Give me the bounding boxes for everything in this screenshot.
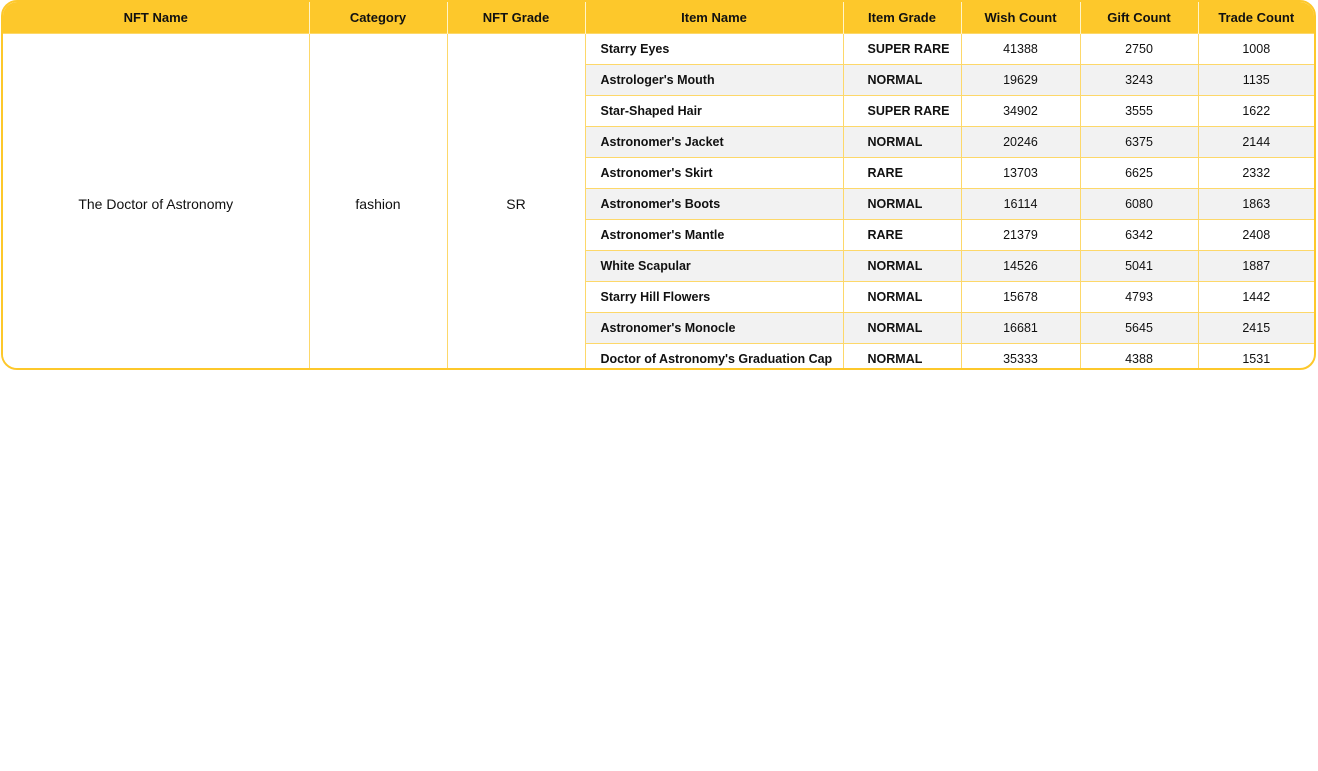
trade-count-cell: 2144 xyxy=(1198,127,1314,158)
trade-count-cell: 1531 xyxy=(1198,344,1314,371)
nft-grade-cell: SR xyxy=(447,34,585,371)
item-grade-cell: NORMAL xyxy=(843,65,961,96)
header-row xyxy=(3,2,1314,34)
item-grade-cell: NORMAL xyxy=(843,251,961,282)
trade-count-cell: 1008 xyxy=(1198,34,1314,65)
item-name-cell: Starry Eyes xyxy=(585,34,843,65)
item-name-cell: Astronomer's Skirt xyxy=(585,158,843,189)
trade-count-cell: 1442 xyxy=(1198,282,1314,313)
wish-count-cell: 19629 xyxy=(961,65,1080,96)
item-grade-cell: RARE xyxy=(843,220,961,251)
wish-count-cell: 16114 xyxy=(961,189,1080,220)
wish-count-cell: 21379 xyxy=(961,220,1080,251)
item-name-cell: Astronomer's Monocle xyxy=(585,313,843,344)
nft-name-cell: The Doctor of Astronomy xyxy=(3,34,309,371)
item-name-cell: Astronomer's Mantle xyxy=(585,220,843,251)
wish-count-cell: 35333 xyxy=(961,344,1080,371)
header-trade-count[interactable]: Trade Count xyxy=(1198,2,1314,34)
trade-count-cell: 1135 xyxy=(1198,65,1314,96)
item-name-cell: White Scapular xyxy=(585,251,843,282)
gift-count-cell: 2750 xyxy=(1080,34,1198,65)
item-grade-cell: NORMAL xyxy=(843,313,961,344)
nft-items-table xyxy=(3,2,1314,370)
gift-count-cell: 6625 xyxy=(1080,158,1198,189)
item-name-cell: Star-Shaped Hair xyxy=(585,96,843,127)
item-grade-cell: NORMAL xyxy=(843,344,961,371)
trade-count-cell: 2415 xyxy=(1198,313,1314,344)
wish-count-cell: 16681 xyxy=(961,313,1080,344)
gift-count-cell: 5645 xyxy=(1080,313,1198,344)
header-item-name[interactable]: Item Name xyxy=(585,2,843,34)
wish-count-cell: 13703 xyxy=(961,158,1080,189)
header-nft-grade[interactable]: NFT Grade xyxy=(447,2,585,34)
item-name-cell: Astrologer's Mouth xyxy=(585,65,843,96)
wish-count-cell: 41388 xyxy=(961,34,1080,65)
header-wish-count[interactable]: Wish Count xyxy=(961,2,1080,34)
item-name-cell: Doctor of Astronomy's Graduation Cap xyxy=(585,344,843,371)
item-name-cell: Astronomer's Boots xyxy=(585,189,843,220)
item-grade-cell: SUPER RARE xyxy=(843,34,961,65)
item-name-cell: Starry Hill Flowers xyxy=(585,282,843,313)
gift-count-cell: 6375 xyxy=(1080,127,1198,158)
wish-count-cell: 34902 xyxy=(961,96,1080,127)
header-item-grade[interactable]: Item Grade xyxy=(843,2,961,34)
gift-count-cell: 3555 xyxy=(1080,96,1198,127)
table-row xyxy=(3,34,1314,65)
trade-count-cell: 2332 xyxy=(1198,158,1314,189)
gift-count-cell: 6342 xyxy=(1080,220,1198,251)
wish-count-cell: 20246 xyxy=(961,127,1080,158)
gift-count-cell: 3243 xyxy=(1080,65,1198,96)
item-grade-cell: NORMAL xyxy=(843,189,961,220)
gift-count-cell: 6080 xyxy=(1080,189,1198,220)
gift-count-cell: 4388 xyxy=(1080,344,1198,371)
item-grade-cell: NORMAL xyxy=(843,282,961,313)
header-nft-name[interactable]: NFT Name xyxy=(3,2,309,34)
item-grade-cell: SUPER RARE xyxy=(843,96,961,127)
trade-count-cell: 1887 xyxy=(1198,251,1314,282)
category-cell: fashion xyxy=(309,34,447,371)
gift-count-cell: 4793 xyxy=(1080,282,1198,313)
trade-count-cell: 1863 xyxy=(1198,189,1314,220)
nft-items-table-container xyxy=(1,0,1316,370)
wish-count-cell: 14526 xyxy=(961,251,1080,282)
wish-count-cell: 15678 xyxy=(961,282,1080,313)
header-category[interactable]: Category xyxy=(309,2,447,34)
gift-count-cell: 5041 xyxy=(1080,251,1198,282)
trade-count-cell: 1622 xyxy=(1198,96,1314,127)
trade-count-cell: 2408 xyxy=(1198,220,1314,251)
item-grade-cell: RARE xyxy=(843,158,961,189)
item-name-cell: Astronomer's Jacket xyxy=(585,127,843,158)
header-gift-count[interactable]: Gift Count xyxy=(1080,2,1198,34)
item-grade-cell: NORMAL xyxy=(843,127,961,158)
